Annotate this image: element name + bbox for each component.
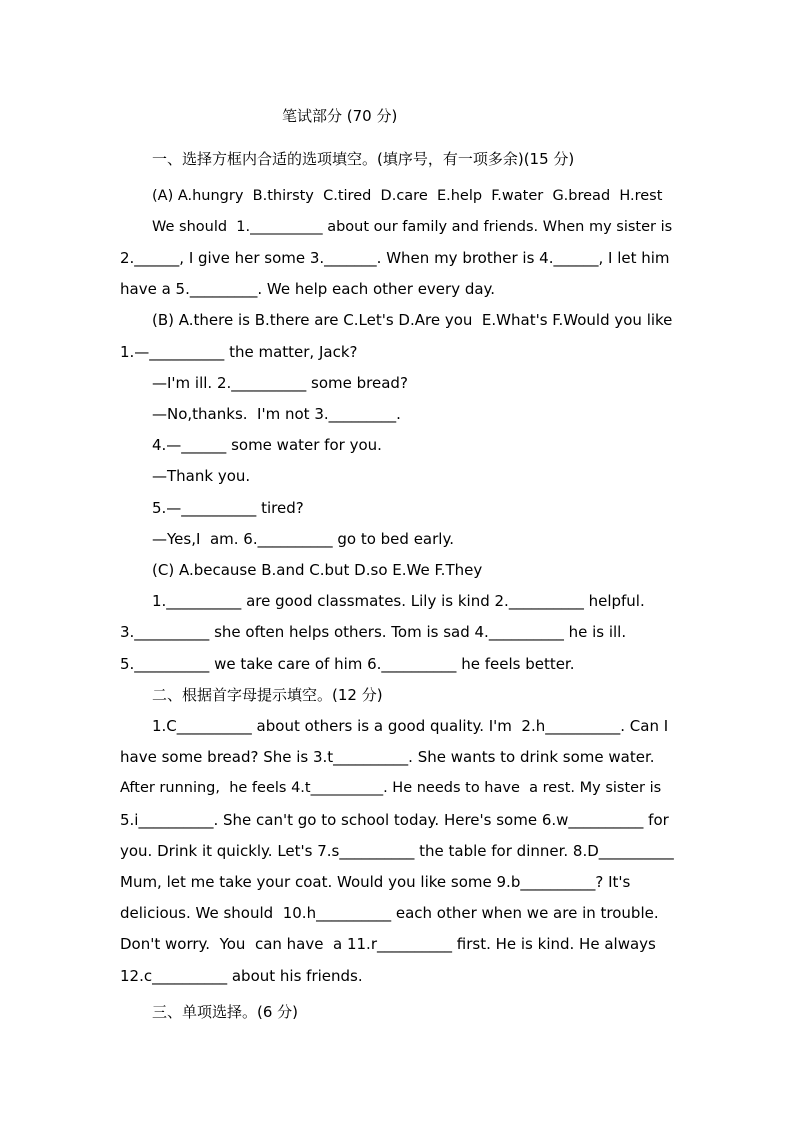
section-one-heading: 一、选择方框内合适的选项填空。(填序号，有一项多余)(15 分): [152, 150, 575, 168]
text-line: We should 1.__________ about our family and friends. When my sister is: [152, 219, 673, 235]
dialogue-line: —No,thanks. I'm not 3._________.: [152, 405, 401, 423]
dialogue-line: —Yes,I am. 6.__________ go to bed early.: [152, 530, 454, 548]
part-b-options: (B) A.there is B.there are C.Let's D.Are you E.What's F.Would you like: [152, 311, 673, 329]
text-line: 3.__________ she often helps others. Tom is sad 4.__________ he is ill.: [120, 623, 627, 641]
dialogue-line: —Thank you.: [152, 467, 251, 485]
text-line: After running, he feels 4.t__________. He needs to have a rest. My sister is: [120, 780, 662, 796]
text-line: 2.______, I give her some 3._______. When my brother is 4.______, I let him: [120, 249, 670, 267]
text-line: Mum, let me take your coat. Would you like some 9.b__________? It's: [120, 873, 631, 891]
text-line: have a 5._________. We help each other every day.: [120, 280, 496, 298]
section-two-heading: 二、根据首字母提示填空。(12 分): [152, 686, 383, 704]
text-line: 1.C__________ about others is a good quality. I'm 2.h__________. Can I: [152, 717, 669, 735]
text-line: you. Drink it quickly. Let's 7.s__________ the table for dinner. 8.D__________: [120, 842, 674, 860]
page-title: 笔试部分 (70 分): [282, 107, 398, 125]
text-line: have some bread? She is 3.t__________. She wants to drink some water.: [120, 748, 655, 766]
text-line: 1.__________ are good classmates. Lily is kind 2.__________ helpful.: [152, 592, 645, 610]
part-a-options: (A) A.hungry B.thirsty C.tired D.care E.help F.water G.bread H.rest: [152, 188, 663, 204]
dialogue-line: —I'm ill. 2.__________ some bread?: [152, 374, 408, 392]
part-c-options: (C) A.because B.and C.but D.so E.We F.They: [152, 561, 483, 579]
section-three-heading: 三、单项选择。(6 分): [152, 1003, 299, 1021]
dialogue-line: 1.—__________ the matter, Jack?: [120, 343, 358, 361]
text-line: 12.c__________ about his friends.: [120, 967, 363, 985]
dialogue-line: 5.—__________ tired?: [152, 499, 304, 517]
dialogue-line: 4.—______ some water for you.: [152, 436, 382, 454]
text-line: Don't worry. You can have a 11.r__________ first. He is kind. He always: [120, 935, 656, 953]
text-line: 5.__________ we take care of him 6.__________ he feels better.: [120, 655, 575, 673]
text-line: 5.i__________. She can't go to school today. Here's some 6.w__________ for: [120, 811, 669, 829]
text-line: delicious. We should 10.h__________ each other when we are in trouble.: [120, 904, 659, 922]
